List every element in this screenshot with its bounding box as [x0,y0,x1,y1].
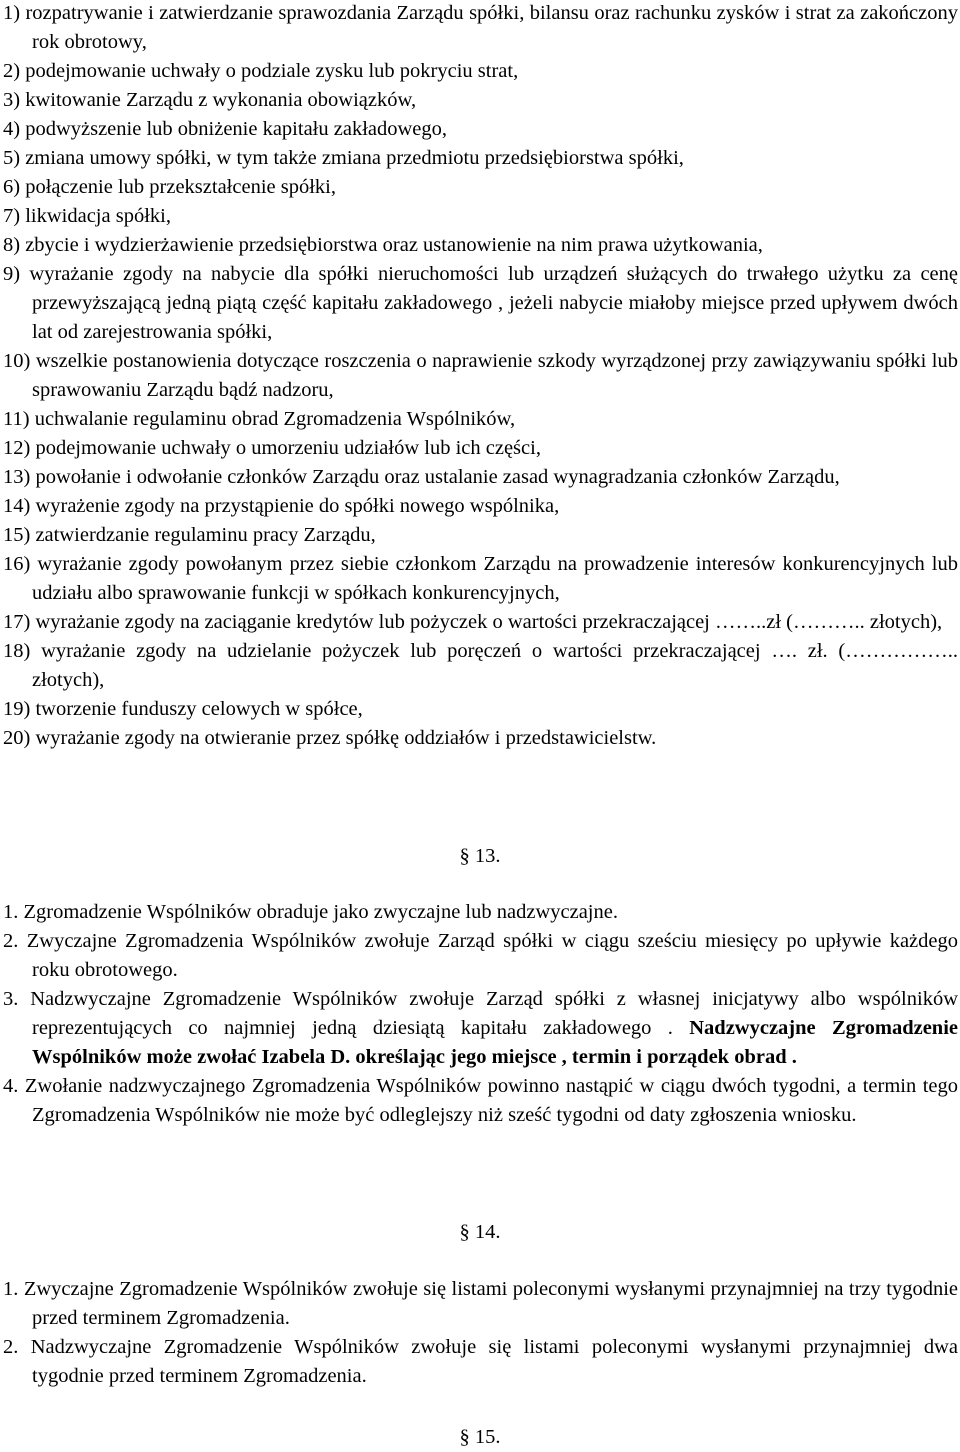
list-item: 1. Zwyczajne Zgromadzenie Wspólników zwołuje się listami poleconymi wysłanymi przynajmniej na trzy tygodnie przed terminem Zgromadzenia. [3,1278,958,1329]
convening-list [2,1275,958,1391]
list-item: 5) zmiana umowy spółki, w tym także zmiana przedmiotu przedsiębiorstwa spółki, [3,147,684,169]
list-item: 12) podejmowanie uchwały o umorzeniu udziałów lub ich części, [3,437,541,459]
list-item: 18) wyrażanie zgody na udzielanie pożyczek lub poręczeń o wartości przekraczającej …. zł. (…………….. złotych), [3,640,958,691]
general-meeting-list [2,898,958,1130]
list-item: 2. Zwyczajne Zgromadzenia Wspólników zwołuje Zarząd spółki w ciągu sześciu miesięcy po upływie każdego roku obrotowego. [3,930,958,981]
list-item: 2) podejmowanie uchwały o podziale zysku lub pokryciu strat, [3,60,519,82]
list-item: 9) wyrażanie zgody na nabycie dla spółki nieruchomości lub urządzeń służących do trwałego użytku za cenę przewyższającą jedną piątą część kapitału zakładowego , jeżeli nabycie miałoby miejsce przed upływem dwóch lat od zarejestrowania spółki, [3,263,958,343]
list-item: 4) podwyższenie lub obniżenie kapitału zakładowego, [3,118,448,140]
list-item: 14) wyrażenie zgody na przystąpienie do spółki nowego wspólnika, [3,495,560,517]
list-item: 7) likwidacja spółki, [3,205,171,227]
list-item: 19) tworzenie funduszy celowych w spółce, [3,698,363,720]
powers-list [2,0,958,753]
list-item: 1) rozpatrywanie i zatwierdzanie sprawozdania Zarządu spółki, bilansu oraz rachunku zysków i strat za zakończony rok obrotowy, [3,2,958,53]
list-item: 13) powołanie i odwołanie członków Zarządu oraz ustalanie zasad wynagradzania członków Zarządu, [3,466,840,488]
list-item: 15) zatwierdzanie regulaminu pracy Zarządu, [3,524,376,546]
list-item: 3) kwitowanie Zarządu z wykonania obowiązków, [3,89,417,111]
section-heading-15: § 15. [459,1426,501,1448]
list-item: 8) zbycie i wydzierżawienie przedsiębiorstwa oraz ustanowienie na nim prawa użytkowania, [3,234,763,256]
item-text: 3. Nadzwyczajne Zgromadzenie Wspólników zwołuje Zarząd spółki z własnej inicjatywy albo wspólników reprezentujących co najmniej jedną dziesiątą kapitału zakładowego . [3,988,958,1039]
section-heading-13: § 13. [459,845,501,867]
list-item: 17) wyrażanie zgody na zaciąganie kredytów lub pożyczek o wartości przekraczającej ……..zł (……….. złotych), [3,611,943,633]
list-item: 4. Zwołanie nadzwyczajnego Zgromadzenia Wspólników powinno nastąpić w ciągu dwóch tygodni, a termin tego Zgromadzenia Wspólników nie może być odleglejszy niż sześć tygodni od daty zgłoszenia wniosku. [3,1075,958,1126]
list-item: 2. Nadzwyczajne Zgromadzenie Wspólników zwołuje się listami poleconymi wysłanymi przynajmniej dwa tygodnie przed terminem Zgromadzenia. [3,1336,958,1387]
list-item: 11) uchwalanie regulaminu obrad Zgromadzenia Wspólników, [3,408,516,430]
item-bold-text: Nadzwyczajne Zgromadzenie Wspólników może zwołać Izabela D. określając jego miejsce , termin i porządek obrad . [32,1017,959,1068]
section-heading-14: § 14. [459,1221,501,1243]
list-item: 1. Zgromadzenie Wspólników obraduje jako zwyczajne lub nadzwyczajne. [3,901,618,923]
list-item [2,985,958,1072]
list-item: 16) wyrażanie zgody powołanym przez siebie członkom Zarządu na prowadzenie interesów konkurencyjnych lub udziału albo sprawowanie funkcji w spółkach konkurencyjnych, [3,553,958,604]
list-item: 6) połączenie lub przekształcenie spółki, [3,176,336,198]
list-item: 20) wyrażanie zgody na otwieranie przez spółkę oddziałów i przedstawicielstw. [3,727,657,749]
list-item: 10) wszelkie postanowienia dotyczące roszczenia o naprawienie szkody wyrządzonej przy zawiązywaniu spółki lub sprawowaniu Zarządu bądź nadzoru, [3,350,958,401]
